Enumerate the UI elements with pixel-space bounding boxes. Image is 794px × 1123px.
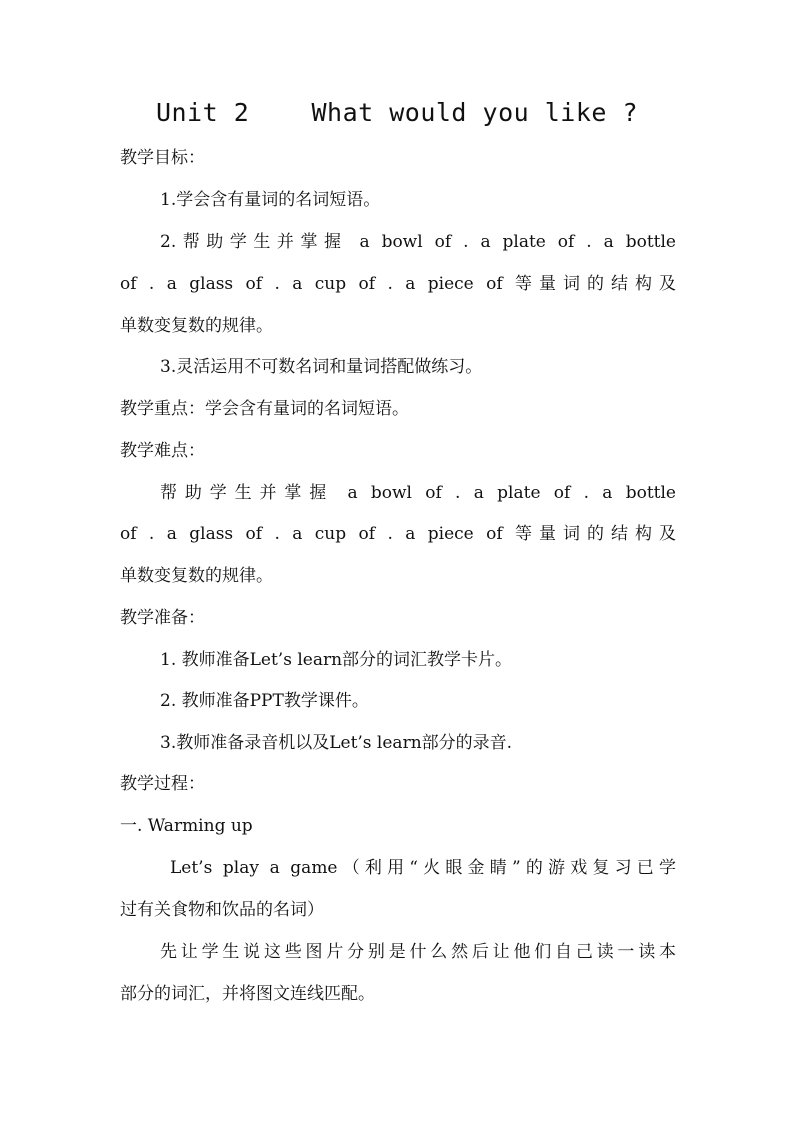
objective-2-line-3: 单数变复数的规律。 [120,316,273,336]
preparation-2: 2. 教师准备PPT教学课件。 [160,691,369,711]
objective-2-line-2: of . a glass of . a cup of . a piece of 等量词的结构及 [120,274,676,294]
preparation-1: 1. 教师准备Let’s learn部分的词汇教学卡片。 [160,650,513,670]
section-heading-difficulties: 教学难点： [120,441,205,461]
key-points: 教学重点：学会含有量词的名词短语。 [120,399,409,419]
difficulty-line-2: of . a glass of . a cup of . a piece of 等量词的结构及 [120,524,676,544]
process-game-line-2: 过有关食物和饮品的名词） [120,900,324,920]
objective-1: 1.学会含有量词的名词短语。 [160,190,381,210]
objective-2-line-1: 2.帮助学生并掌握 a bowl of . a plate of . a bottle [160,232,676,252]
process-instruction-line-2: 部分的词汇，并将图文连线匹配。 [120,984,375,1004]
objective-3: 3.灵活运用不可数名词和量词搭配做练习。 [160,357,483,377]
document-title: Unit 2 What would you like ? [155,98,639,127]
process-step-warming-up: 一. Warming up [120,816,253,836]
section-heading-preparation: 教学准备： [120,608,205,628]
section-heading-process: 教学过程： [120,774,205,794]
difficulty-line-3: 单数变复数的规律。 [120,566,273,586]
process-game-line-1: Let’s play a game（利用“火眼金睛”的游戏复习已学 [170,858,676,878]
preparation-3: 3.教师准备录音机以及Let’s learn部分的录音. [160,733,513,753]
section-heading-objectives: 教学目标： [120,148,205,168]
difficulty-line-1: 帮助学生并掌握 a bowl of . a plate of . a bottle [160,483,676,503]
process-instruction-line-1: 先让学生说这些图片分别是什么然后让他们自己读一读本 [160,942,676,962]
